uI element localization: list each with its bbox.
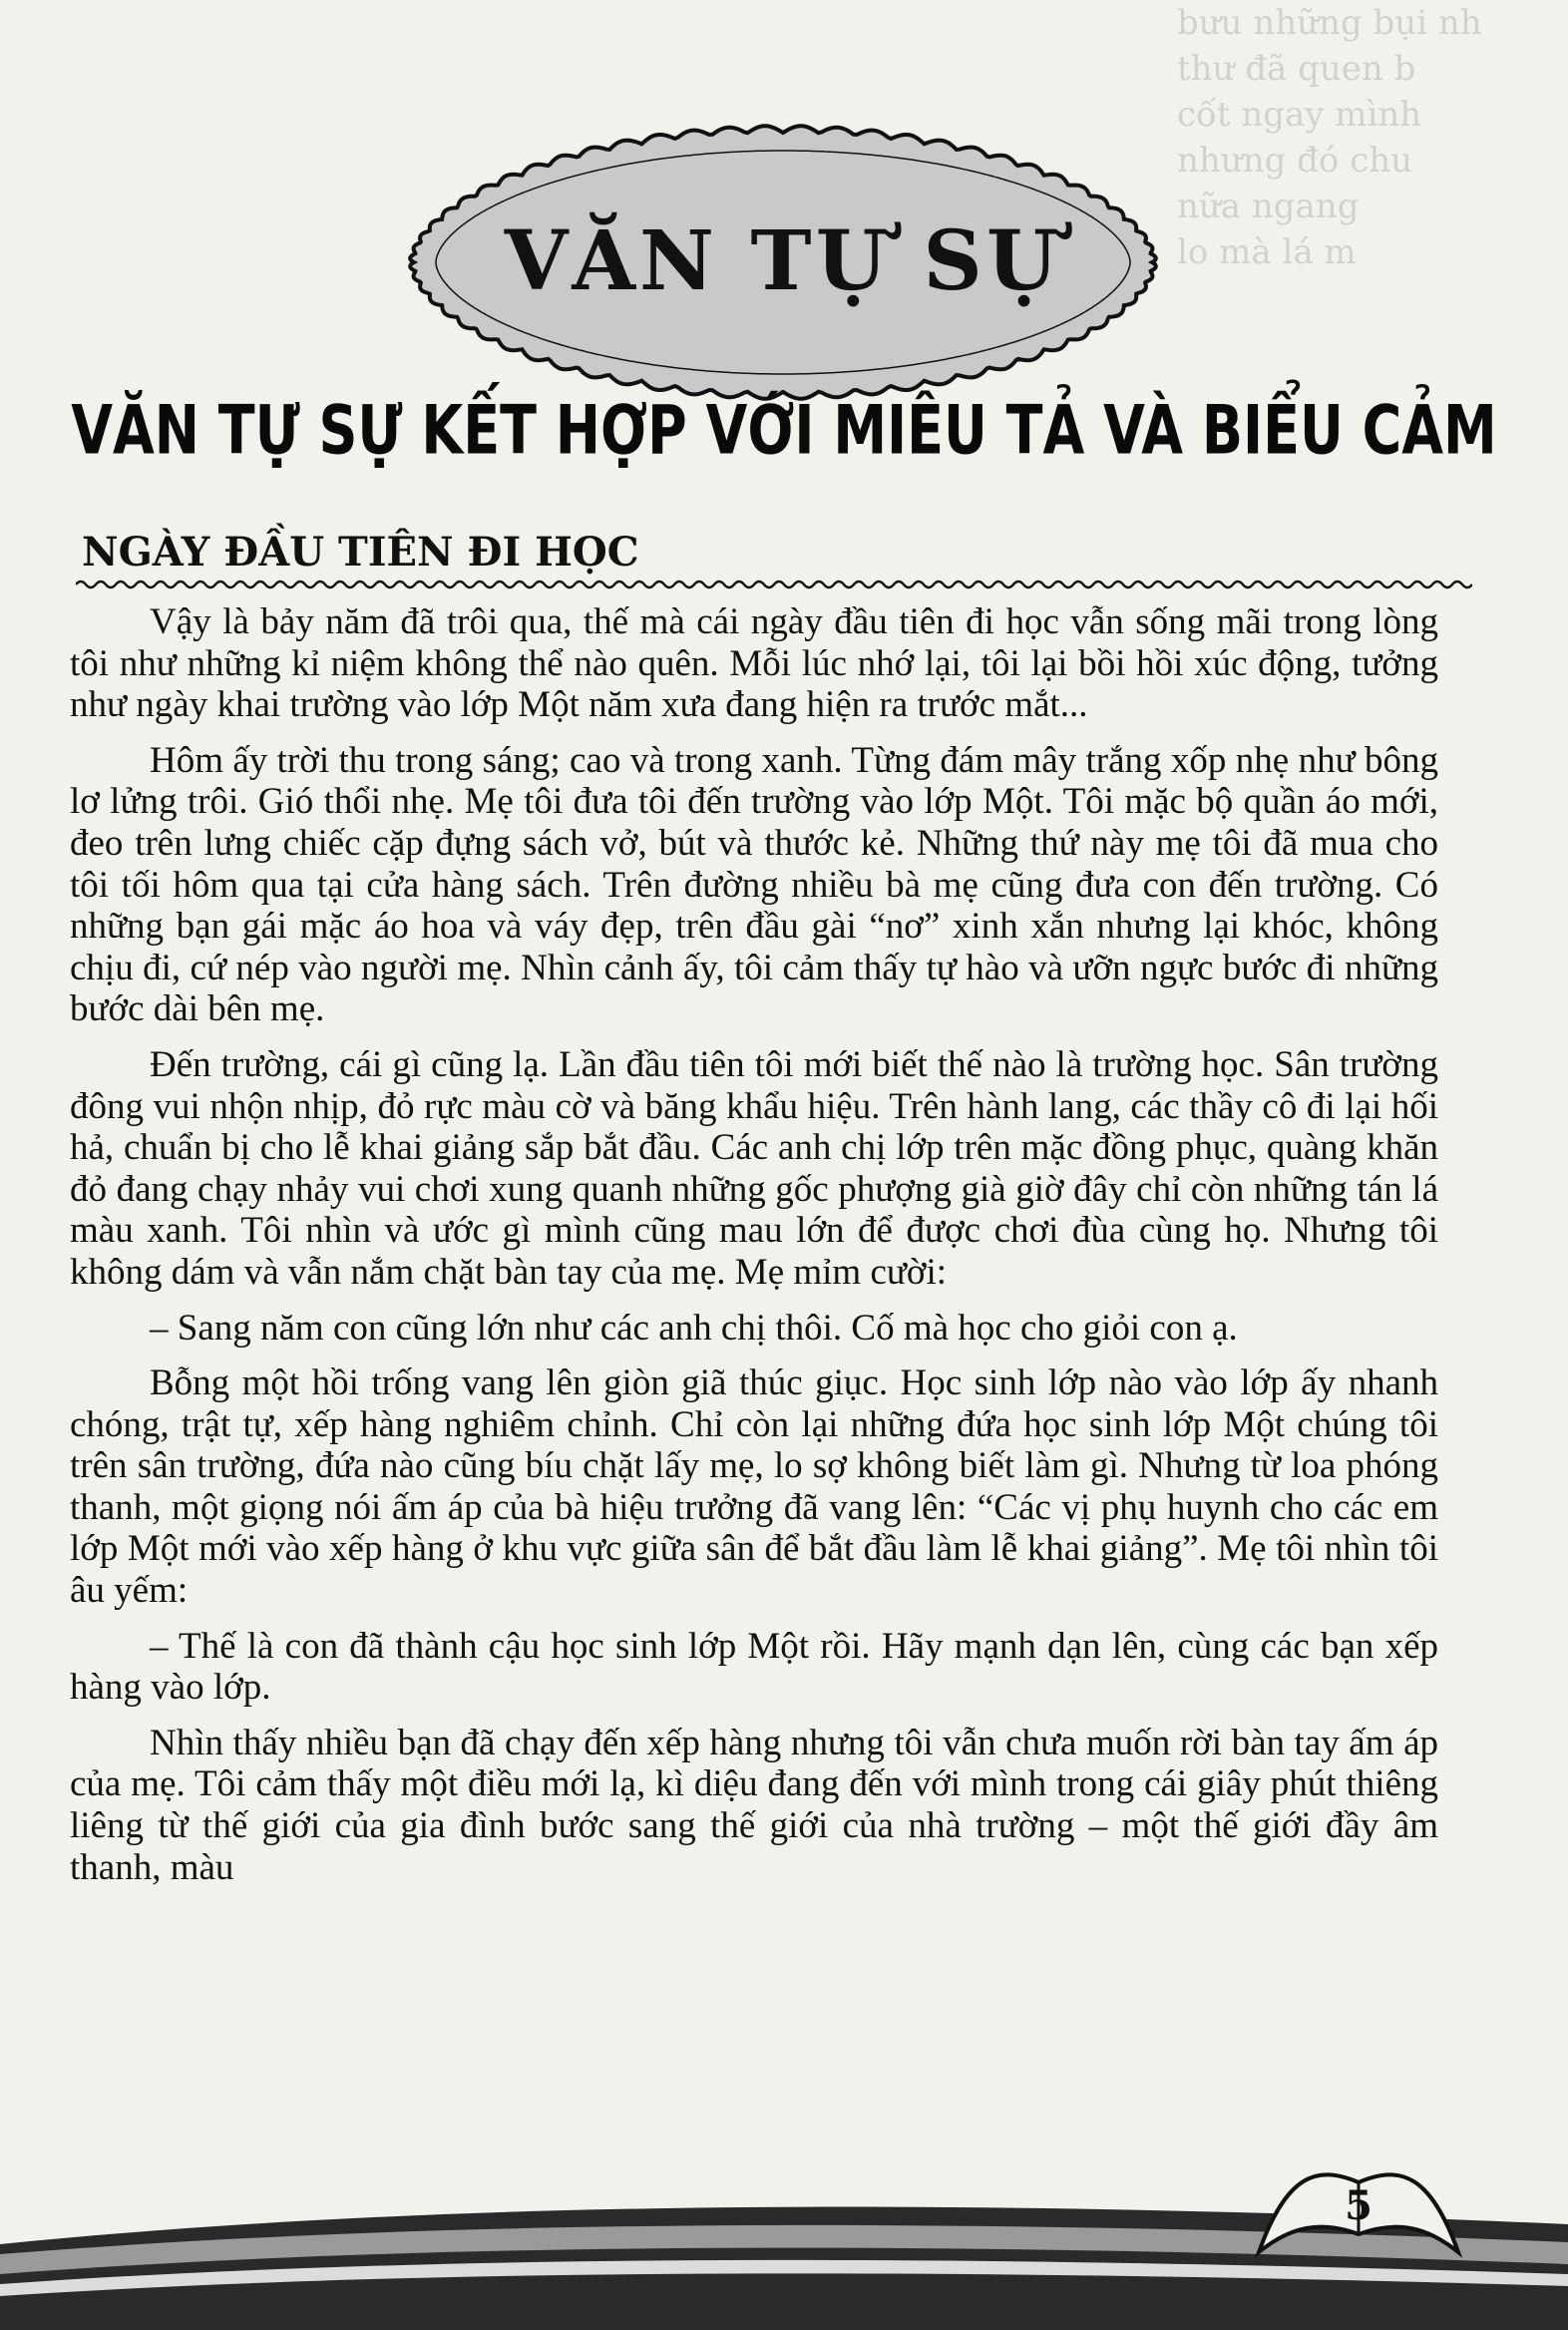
section-heading: NGÀY ĐẦU TIÊN ĐI HỌC bbox=[82, 529, 639, 576]
paragraph: Vậy là bảy năm đã trôi qua, thế mà cái ngày đầu tiên đi học vẫn sống mãi trong lòng tôi như những kỉ niệm không thể nào quên. Mỗi lúc nhớ lại, tôi lại bồi hồi xúc động, tưởng như ngày khai trường vào lớp Một năm xưa đang hiện ra trước mắt... bbox=[70, 601, 1438, 726]
paragraph: Bỗng một hồi trống vang lên giòn giã thúc giục. Học sinh lớp nào vào lớp ấy nhanh chóng, trật tự, xếp hàng nghiêm chỉnh. Chỉ còn lại những đứa học sinh lớp Một chúng tôi trên sân trường, đứa nào cũng bíu chặt lấy mẹ, lo sợ không biết làm gì. Nhưng từ loa phóng thanh, một giọng nói ấm áp của bà hiệu trưởng đã vang lên: “Các vị phụ huynh cho các em lớp Một mới vào xếp hàng ở khu vực giữa sân để bắt đầu làm lễ khai giảng”. Mẹ tôi nhìn tôi âu yếm: bbox=[70, 1362, 1438, 1612]
paragraph: – Thế là con đã thành cậu học sinh lớp Một rồi. Hãy mạnh dạn lên, cùng các bạn xếp hàng vào lớp. bbox=[70, 1625, 1438, 1709]
paragraph: Đến trường, cái gì cũng lạ. Lần đầu tiên tôi mới biết thế nào là trường học. Sân trường đông vui nhộn nhịp, đỏ rực màu cờ và băng khẩu hiệu. Trên hành lang, các thầy cô đi lại hối hả, chuẩn bị cho lễ khai giảng sắp bắt đầu. Các anh chị lớp trên mặc đồng phục, quàng khăn đỏ đang chạy nhảy vui chơi xung quanh những gốc phượng già giờ đây chỉ còn những tán lá màu xanh. Tôi nhìn và ước gì mình cũng mau lớn để được chơi đùa cùng họ. Nhưng tôi không dám và vẫn nắm chặt bàn tay của mẹ. Mẹ mỉm cười: bbox=[70, 1043, 1438, 1293]
bleed-through-text: bưu những bụi nh thư đã quen b cốt ngay mình nhưng đó chu nữa ngang lo mà lá m bbox=[1177, 3, 1482, 272]
chapter-title: VĂN TỰ SỰ bbox=[504, 213, 1062, 309]
page-number: 5 bbox=[1345, 2182, 1372, 2229]
chapter-title-badge bbox=[399, 118, 1167, 407]
chapter-subtitle: VĂN TỰ SỰ KẾT HỢP VỚI MIÊU TẢ VÀ BIỂU CẢM bbox=[71, 391, 1497, 470]
footer-decoration bbox=[0, 2135, 1568, 2330]
paragraph: – Sang năm con cũng lớn như các anh chị thôi. Cố mà học cho giỏi con ạ. bbox=[150, 1307, 1238, 1349]
paragraph: Nhìn thấy nhiều bạn đã chạy đến xếp hàng nhưng tôi vẫn chưa muốn rời bàn tay ấm áp của mẹ. Tôi cảm thấy một điều mới lạ, kì diệu đang đến với mình trong cái giây phút thiêng liêng từ thế giới của gia đình bước sang thế giới của nhà trường – một thế giới đầy âm thanh, màu bbox=[70, 1722, 1438, 1888]
paragraph: Hôm ấy trời thu trong sáng; cao và trong xanh. Từng đám mây trắng xốp nhẹ như bông lơ lửng trôi. Gió thổi nhẹ. Mẹ tôi đưa tôi đến trường vào lớp Một. Tôi mặc bộ quần áo mới, đeo trên lưng chiếc cặp đựng sách vở, bút và thước kẻ. Những thứ này mẹ tôi đã mua cho tôi tối hôm qua tại cửa hàng sách. Trên đường nhiều bà mẹ cũng đưa con đến trường. Có những bạn gái mặc áo hoa và váy đẹp, trên đầu gài “nơ” xinh xắn nhưng lại khóc, không chịu đi, cứ nép vào người mẹ. Nhìn cảnh ấy, tôi cảm thấy tự hào và ưỡn ngực bước đi những bước dài bên mẹ. bbox=[70, 739, 1438, 1030]
article-body bbox=[70, 601, 1438, 1902]
wavy-underline bbox=[76, 577, 1472, 592]
